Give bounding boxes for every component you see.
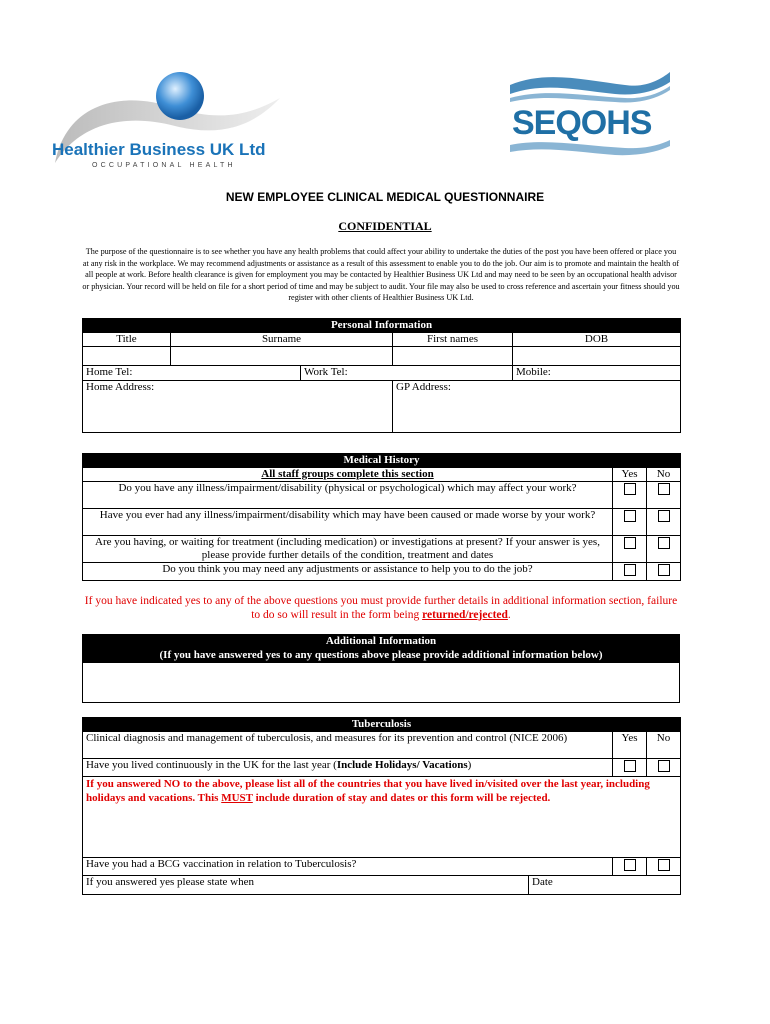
dob-label: DOB (513, 333, 681, 347)
work-tel-field[interactable] (301, 366, 513, 381)
medical-subheader: All staff groups complete this section (83, 468, 613, 482)
tuberculosis-table (82, 717, 681, 895)
confidential-heading: CONFIDENTIAL (338, 219, 432, 233)
bcg-no-checkbox[interactable] (658, 859, 670, 871)
tb-countries-text: If you answered NO to the above, please list all of the countries that you have lived in/visited over the last year, including holidays and vacations. This (86, 778, 650, 804)
dob-field[interactable] (513, 347, 681, 366)
tb-no-label: No (647, 732, 681, 759)
bcg-date-field[interactable] (529, 876, 681, 895)
medical-history-table (82, 453, 681, 581)
warning-text-main: If you have indicated yes to any of the above questions you must provide further details in additional information section, failure to do so will result in the form being (84, 595, 678, 621)
tb-countries-field[interactable] (83, 777, 681, 858)
bcg-when-field[interactable] (83, 876, 529, 895)
warning-text (82, 594, 680, 622)
gp-address-label: GP Address: (396, 381, 451, 393)
bcg-date-label: Date (532, 876, 553, 888)
tb-lived-close: ) (467, 759, 472, 771)
tb-intro: Clinical diagnosis and management of tuberculosis, and measures for its prevention and control (NICE 2006) (83, 732, 613, 759)
seqohs-logo-name: SEQOHS (512, 104, 652, 142)
tb-countries-must: MUST (221, 792, 253, 804)
work-tel-label: Work Tel: (304, 366, 348, 378)
first-names-field[interactable] (393, 347, 513, 366)
q4-no-checkbox[interactable] (658, 564, 670, 576)
home-address-field[interactable] (83, 381, 393, 433)
tb-lived-no-checkbox[interactable] (658, 760, 670, 772)
no-column-label: No (647, 468, 681, 482)
home-tel-field[interactable] (83, 366, 301, 381)
healthier-business-logo-name: Healthier Business UK Ltd (52, 140, 266, 159)
additional-info-table (82, 634, 680, 703)
additional-info-field[interactable] (83, 663, 680, 703)
additional-info-header: Additional Information (83, 635, 680, 649)
question-3: Are you having, or waiting for treatment (including medication) or investigations at present? If your answer is yes, please provide further details of the condition, treatment and dates (83, 536, 613, 563)
personal-info-table (82, 318, 681, 433)
first-names-label: First names (393, 333, 513, 347)
personal-info-header: Personal Information (83, 319, 681, 333)
question-4: Do you think you may need any adjustments or assistance to help you to do the job? (83, 563, 613, 581)
q1-no-checkbox[interactable] (658, 483, 670, 495)
q2-yes-checkbox[interactable] (624, 510, 636, 522)
q3-no-checkbox[interactable] (658, 537, 670, 549)
warning-text-end: . (507, 609, 511, 621)
yes-column-label: Yes (613, 468, 647, 482)
bcg-question: Have you had a BCG vaccination in relation to Tuberculosis? (83, 858, 613, 876)
tb-lived-yes-checkbox[interactable] (624, 760, 636, 772)
mobile-label: Mobile: (516, 366, 551, 378)
gp-address-field[interactable] (393, 381, 681, 433)
home-address-label: Home Address: (86, 381, 155, 393)
q4-yes-checkbox[interactable] (624, 564, 636, 576)
bcg-when-label: If you answered yes please state when (86, 876, 254, 888)
question-1: Do you have any illness/impairment/disability (physical or psychological) which may affect your work? (83, 482, 613, 509)
question-2: Have you ever had any illness/impairment/disability which may have been caused or made worse by your work? (83, 509, 613, 536)
page-title: NEW EMPLOYEE CLINICAL MEDICAL QUESTIONNAIRE (225, 190, 545, 204)
title-label: Title (83, 333, 171, 347)
tb-lived-text: Have you lived continuously in the UK for the last year ( (86, 759, 337, 771)
intro-paragraph: The purpose of the questionnaire is to see whether you have any health problems that could affect your ability to undertake the duties of the post you have been offered or place you at any risk in the workplace. We may recommend adjustments or assistance as a result of this assessment to enable you to do the job. Our aim is to promote and maintain the health of all people at work. Before health clearance is given for employment you may be contacted by Healthier Business UK Ltd and may need to be seen by an occupational health advisor or physician. Your record will be held on file for a short period of time and may be subject to audit. Your file may also be used to cross reference and ascertain your fitness should you register with other clients of Healthier Business UK Ltd. (82, 247, 680, 303)
bcg-yes-checkbox[interactable] (624, 859, 636, 871)
tb-lived-bold: Include Holidays/ Vacations (336, 759, 468, 771)
healthier-business-logo-subtitle: OCCUPATIONAL HEALTH (92, 162, 236, 169)
tb-yes-label: Yes (613, 732, 647, 759)
additional-info-subheader: (If you have answered yes to any questions above please provide additional information below) (83, 649, 680, 663)
q2-no-checkbox[interactable] (658, 510, 670, 522)
warning-returned-rejected: returned/rejected (422, 609, 508, 621)
medical-history-header: Medical History (83, 454, 681, 468)
surname-field[interactable] (171, 347, 393, 366)
surname-label: Surname (171, 333, 393, 347)
q3-yes-checkbox[interactable] (624, 537, 636, 549)
home-tel-label: Home Tel: (86, 366, 133, 378)
mobile-field[interactable] (513, 366, 681, 381)
tuberculosis-header: Tuberculosis (83, 718, 681, 732)
q1-yes-checkbox[interactable] (624, 483, 636, 495)
tb-countries-end: include duration of stay and dates or this form will be rejected. (252, 792, 551, 804)
tb-lived-question (83, 759, 613, 777)
title-field[interactable] (83, 347, 171, 366)
